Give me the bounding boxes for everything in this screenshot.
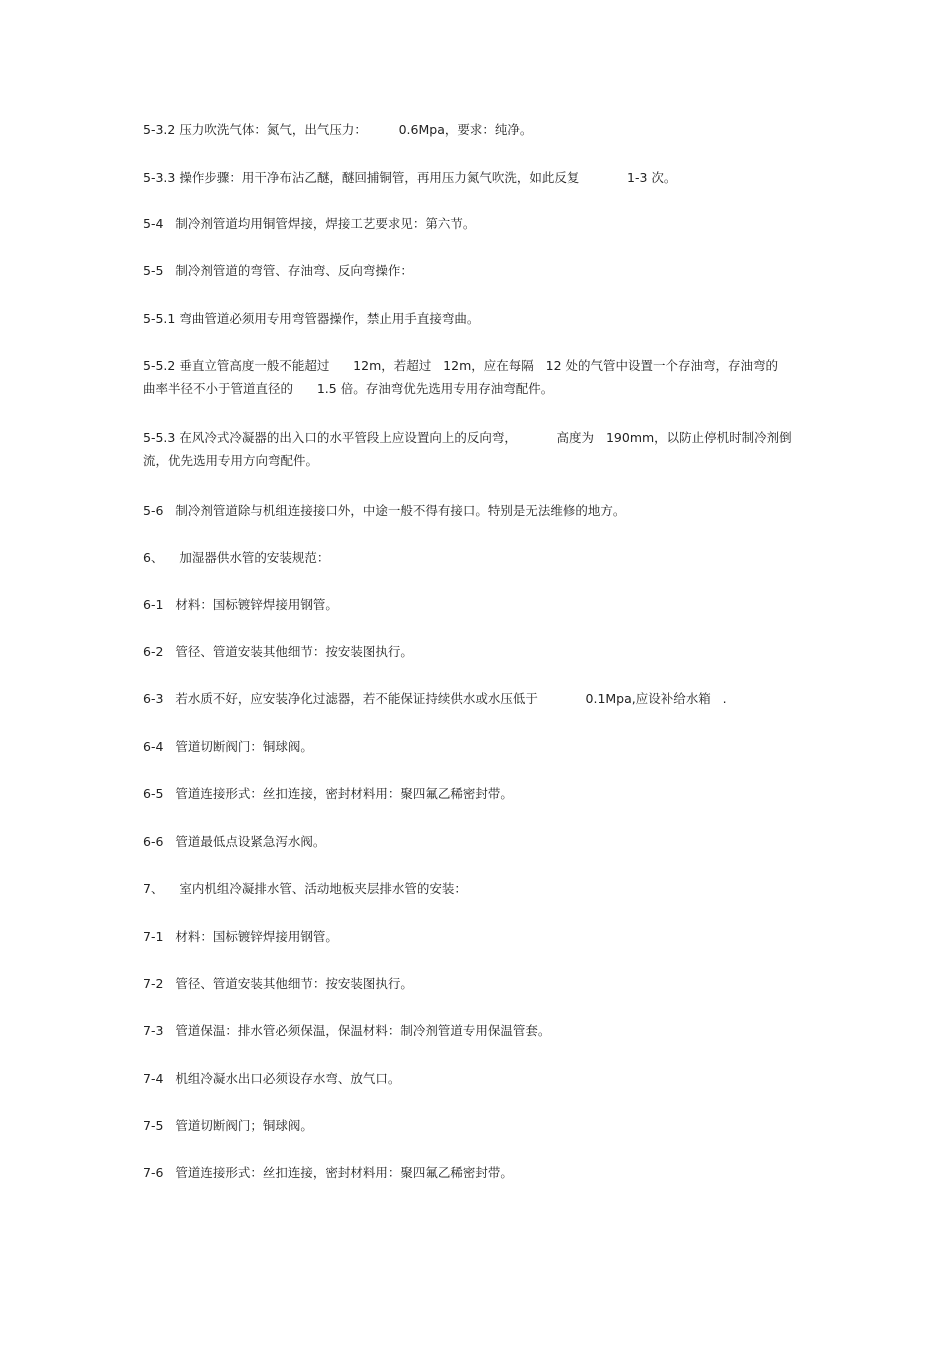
text-line: 5-3.3 操作步骤：用干净布沾乙醚，醚回捕铜管，再用压力氮气吹洗，如此反复 1-3 次。 <box>143 170 677 185</box>
text-line: 6-6 管道最低点设紧急泻水阀。 <box>143 834 326 849</box>
text-line: 7-1 材料：国标镀锌焊接用钢管。 <box>143 929 338 944</box>
paragraph-6-1 <box>143 594 823 617</box>
paragraph-7-2 <box>143 973 823 996</box>
text-line: 曲率半径不小于管道直径的 1.5 倍。存油弯优先选用专用存油弯配件。 <box>143 381 554 396</box>
section-heading-7 <box>143 878 823 901</box>
text-line: 7-3 管道保温：排水管必须保温，保温材料：制冷剂管道专用保温管套。 <box>143 1023 551 1038</box>
paragraph-5-6 <box>143 500 823 523</box>
text-line: 7-2 管径、管道安装其他细节：按安装图执行。 <box>143 976 413 991</box>
text-line: 5-5.1 弯曲管道必须用专用弯管器操作，禁止用手直接弯曲。 <box>143 311 480 326</box>
text-line: 流，优先选用专用方向弯配件。 <box>143 453 319 468</box>
text-line: 6-3 若水质不好，应安装净化过滤器，若不能保证持续供水或水压低于 0.1Mpa,应设补给水箱 . <box>143 691 727 706</box>
paragraph-5-5-3 <box>143 427 823 473</box>
paragraph-6-6 <box>143 831 823 854</box>
paragraph-7-3 <box>143 1020 823 1043</box>
paragraph-5-5-2 <box>143 355 823 401</box>
paragraph-7-6 <box>143 1162 823 1185</box>
text-line: 6、 加湿器供水管的安装规范： <box>143 550 330 565</box>
text-line: 6-5 管道连接形式：丝扣连接，密封材料用：聚四氟乙稀密封带。 <box>143 786 513 801</box>
text-line: 7-5 管道切断阀门；铜球阀。 <box>143 1118 313 1133</box>
paragraph-5-5-1 <box>143 308 823 331</box>
paragraph-7-4 <box>143 1068 823 1091</box>
text-line: 6-1 材料：国标镀锌焊接用钢管。 <box>143 597 338 612</box>
paragraph-6-3 <box>143 688 823 711</box>
paragraph-5-3-2 <box>143 119 823 142</box>
section-heading-6 <box>143 547 823 570</box>
text-line: 6-2 管径、管道安装其他细节：按安装图执行。 <box>143 644 413 659</box>
text-line: 5-6 制冷剂管道除与机组连接接口外，中途一般不得有接口。特别是无法维修的地方。 <box>143 503 626 518</box>
text-line: 5-4 制冷剂管道均用铜管焊接，焊接工艺要求见：第六节。 <box>143 216 476 231</box>
text-line: 7-6 管道连接形式：丝扣连接，密封材料用：聚四氟乙稀密封带。 <box>143 1165 513 1180</box>
text-line: 5-3.2 压力吹洗气体：氮气，出气压力： 0.6Mpa，要求：纯净。 <box>143 122 533 137</box>
paragraph-6-5 <box>143 783 823 806</box>
paragraph-7-1 <box>143 926 823 949</box>
text-line: 5-5 制冷剂管道的弯管、存油弯、反向弯操作： <box>143 263 413 278</box>
paragraph-5-4 <box>143 213 823 236</box>
paragraph-6-2 <box>143 641 823 664</box>
paragraph-5-5 <box>143 260 823 283</box>
text-line: 5-5.3 在风冷式冷凝器的出入口的水平管段上应设置向上的反向弯， 高度为 190mm，以防止停机时制冷剂倒 <box>143 430 792 445</box>
paragraph-6-4 <box>143 736 823 759</box>
paragraph-5-3-3 <box>143 167 823 190</box>
text-line: 6-4 管道切断阀门：铜球阀。 <box>143 739 313 754</box>
paragraph-7-5 <box>143 1115 823 1138</box>
text-line: 5-5.2 垂直立管高度一般不能超过 12m，若超过 12m，应在每隔 12 处的气管中设置一个存油弯，存油弯的 <box>143 358 779 373</box>
text-line: 7-4 机组冷凝水出口必须设存水弯、放气口。 <box>143 1071 401 1086</box>
text-line: 7、 室内机组冷凝排水管、活动地板夹层排水管的安装： <box>143 881 467 896</box>
